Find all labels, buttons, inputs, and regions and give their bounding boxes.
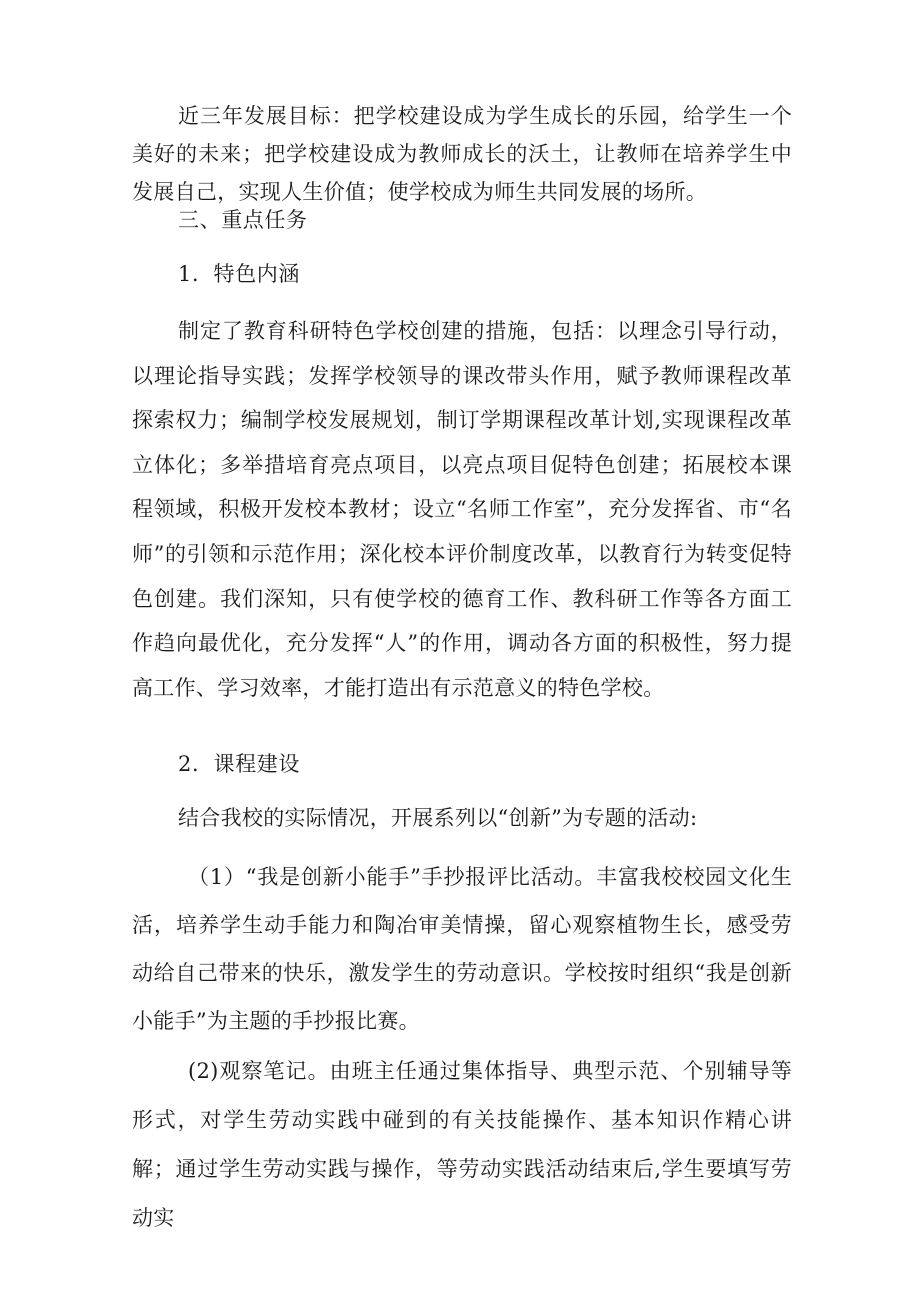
item-heading-characteristic-connotation: 1．特色内涵 <box>178 262 300 286</box>
section-heading-key-tasks: 三、重点任务 <box>178 208 308 232</box>
activity-2-paragraph: (2)观察笔记。由班主任通过集体指导、典型示范、个别辅导等形式，对学生劳动实践中碰到的有关技能操作、基本知识作精心讲解；通过学生劳动实践与操作，等劳动实践活动结束后,学生要填写劳动实 <box>132 1059 792 1230</box>
item-heading-curriculum-construction: 2．课程建设 <box>178 752 300 776</box>
development-goal-paragraph: 近三年发展目标：把学校建设成为学生成长的乐园，给学生一个美好的未来；把学校建设成为教师成长的沃土，让教师在培养学生中发展自己，实现人生价值；使学校成为师生共同发展的场所。 <box>132 104 792 204</box>
curriculum-intro-paragraph: 结合我校的实际情况，开展系列以“创新”为专题的活动: <box>178 806 698 830</box>
activity-1-paragraph: （1）“我是创新小能手”手抄报评比活动。丰富我校校园文化生活，培养学生动手能力和陶冶审美情操，留心观察植物生长，感受劳动给自己带来的快乐，激发学生的劳动意识。学校按时组织“我是创新小能手”为主题的手抄报比赛。 <box>132 865 792 1033</box>
characteristic-connotation-paragraph: 制定了教育科研特色学校创建的措施，包括：以理念引导行动，以理论指导实践；发挥学校领导的课改带头作用，赋予教师课程改革探索权力；编制学校发展规划，制订学期课程改革计划,实现课程改革立体化；多举措培育亮点项目，以亮点项目促特色创建；拓展校本课程领域，积极开发校本教材；设立“名师工作室”，充分发挥省、市“名师”的引领和示范作用；深化校本评价制度改革，以教育行为转变促特色创建。我们深知，只有使学校的德育工作、教科研工作等各方面工作趋向最优化，充分发挥“人”的作用，调动各方面的积极性，努力提高工作、学习效率，才能打造出有示范意义的特色学校。 <box>132 319 792 700</box>
